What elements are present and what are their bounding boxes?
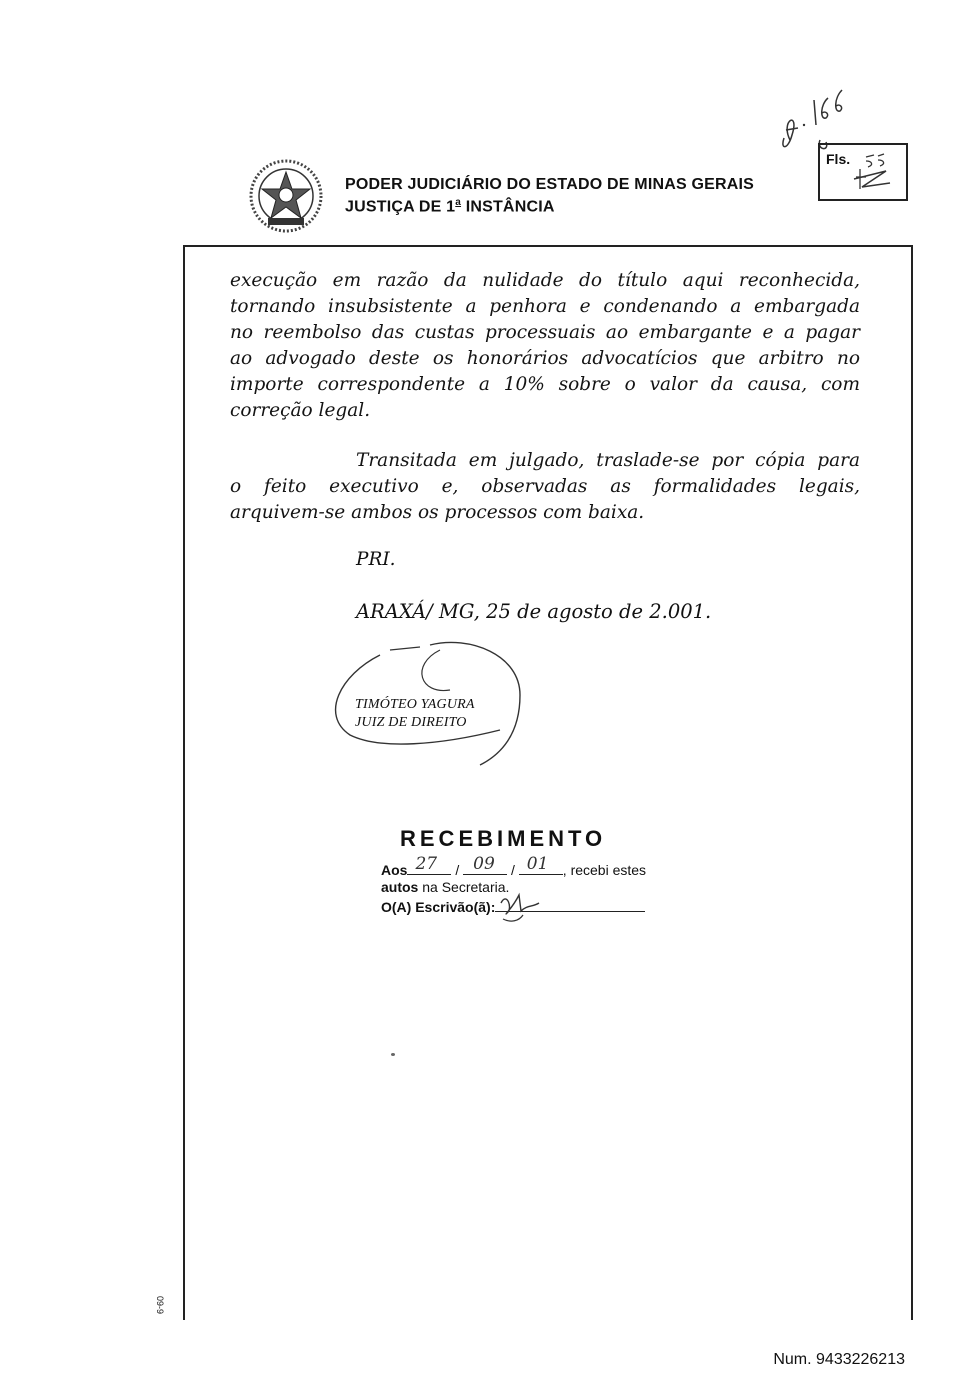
- recebimento-autos-row: [381, 879, 509, 895]
- text-line: correção legal.: [230, 400, 371, 421]
- secretaria-label: na Secretaria.: [418, 879, 510, 895]
- judge-name: TIMÓTEO YAGURA: [355, 697, 475, 712]
- margin-side-code: 09-9: [155, 1296, 165, 1315]
- day-value: 27: [415, 854, 438, 874]
- year-field: [519, 854, 563, 875]
- frame-left-border: [183, 245, 185, 1320]
- escrivao-label: O(A) Escrivão(ã):: [381, 899, 496, 915]
- month-value: 09: [473, 854, 495, 874]
- autos-label: autos: [381, 879, 419, 895]
- text-line: o feito executivo e, observadas as formalidades legais,: [230, 476, 860, 497]
- text-line: arquivem-se ambos os processos com baixa.: [230, 502, 645, 523]
- paragraph-judgment: [230, 268, 860, 424]
- document-number: Num. 9433226213: [773, 1351, 905, 1368]
- text-line: tornando insubsistente a penhora e condenando a embargada: [230, 296, 860, 317]
- frame-right-border: [911, 245, 913, 1320]
- recebimento-date-row: Aos 27 / 09 / 01 , recebi estes: [381, 854, 647, 878]
- text-line: Transitada em julgado, traslade-se por cópia para: [356, 450, 860, 471]
- recebimento-title: RECEBIMENTO: [400, 826, 607, 851]
- handwritten-fls-number: [852, 143, 912, 203]
- header-instance: JUSTIÇA DE 1$^a$ INSTÂNCIA: [345, 197, 555, 216]
- recebi-label: , recebi estes: [562, 862, 647, 878]
- coat-of-arms-seal: [248, 158, 324, 234]
- text-line: no reembolso das custas processuais ao embargante e a pagar: [230, 322, 860, 343]
- frame-top-border: [183, 245, 913, 247]
- day-field: [407, 854, 451, 875]
- text-line: ao advogado deste os honorários advocatícios que arbitro no: [230, 348, 860, 369]
- place-and-date: ARAXÁ/ MG, 25 de agosto de 2.001.: [356, 600, 712, 623]
- text-line: importe correspondente a 10% sobre o valor da causa, com: [230, 374, 860, 395]
- text-line: execução em razão da nulidade do título aqui reconhecida,: [230, 270, 860, 291]
- year-value: 01: [526, 854, 549, 874]
- escrivao-initials-scribble: [493, 885, 553, 925]
- fls-label: Fls.: [826, 151, 851, 167]
- speck: [391, 1053, 395, 1056]
- aos-label: Aos: [381, 862, 408, 878]
- header-court-name: PODER JUDICIÁRIO DO ESTADO DE MINAS GERAIS: [345, 176, 755, 193]
- pri-text: PRI.: [356, 549, 396, 570]
- paragraph-transit: [230, 448, 860, 526]
- judge-title: JUIZ DE DIREITO: [355, 715, 467, 730]
- month-field: [463, 854, 507, 875]
